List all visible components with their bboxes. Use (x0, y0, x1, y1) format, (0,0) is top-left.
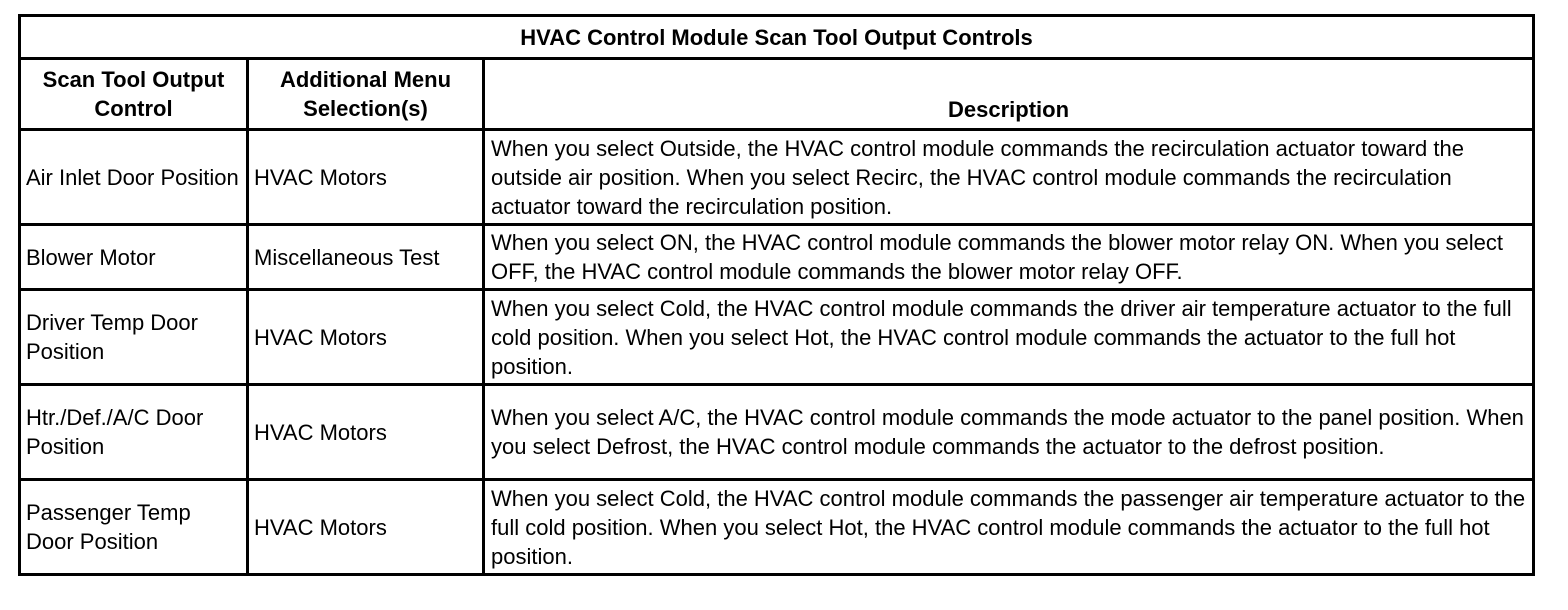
cell-description: When you select Outside, the HVAC control module commands the recirculation actuator toward the outside air position. When you select Recirc, the HVAC control module commands the recirculation actuator toward the recirculation position. (484, 130, 1534, 225)
cell-menu: HVAC Motors (248, 480, 484, 575)
table-title: HVAC Control Module Scan Tool Output Controls (20, 16, 1534, 59)
header-description: Description (484, 59, 1534, 130)
cell-description: When you select ON, the HVAC control module commands the blower motor relay ON. When you select OFF, the HVAC control module commands the blower motor relay OFF. (484, 225, 1534, 290)
cell-control: Driver Temp Door Position (20, 290, 248, 385)
cell-menu: HVAC Motors (248, 385, 484, 480)
header-scan-tool-output-control: Scan Tool Output Control (20, 59, 248, 130)
cell-menu: Miscellaneous Test (248, 225, 484, 290)
cell-description: When you select Cold, the HVAC control module commands the passenger air temperature actuator to the full cold position. When you select Hot, the HVAC control module commands the actuator to the full hot position. (484, 480, 1534, 575)
table-row (20, 225, 1534, 290)
header-additional-menu-selections: Additional Menu Selection(s) (248, 59, 484, 130)
output-controls-table (18, 14, 1535, 576)
output-controls-table-wrapper (18, 14, 1532, 576)
table-row (20, 385, 1534, 480)
table-row (20, 290, 1534, 385)
cell-control: Blower Motor (20, 225, 248, 290)
cell-description: When you select A/C, the HVAC control module commands the mode actuator to the panel position. When you select Defrost, the HVAC control module commands the actuator to the defrost position. (484, 385, 1534, 480)
table-row (20, 130, 1534, 225)
cell-menu: HVAC Motors (248, 130, 484, 225)
cell-control: Passenger Temp Door Position (20, 480, 248, 575)
cell-control: Htr./Def./A/C Door Position (20, 385, 248, 480)
cell-description: When you select Cold, the HVAC control module commands the driver air temperature actuator to the full cold position. When you select Hot, the HVAC control module commands the actuator to the full hot position. (484, 290, 1534, 385)
cell-menu: HVAC Motors (248, 290, 484, 385)
table-row (20, 480, 1534, 575)
cell-control: Air Inlet Door Position (20, 130, 248, 225)
